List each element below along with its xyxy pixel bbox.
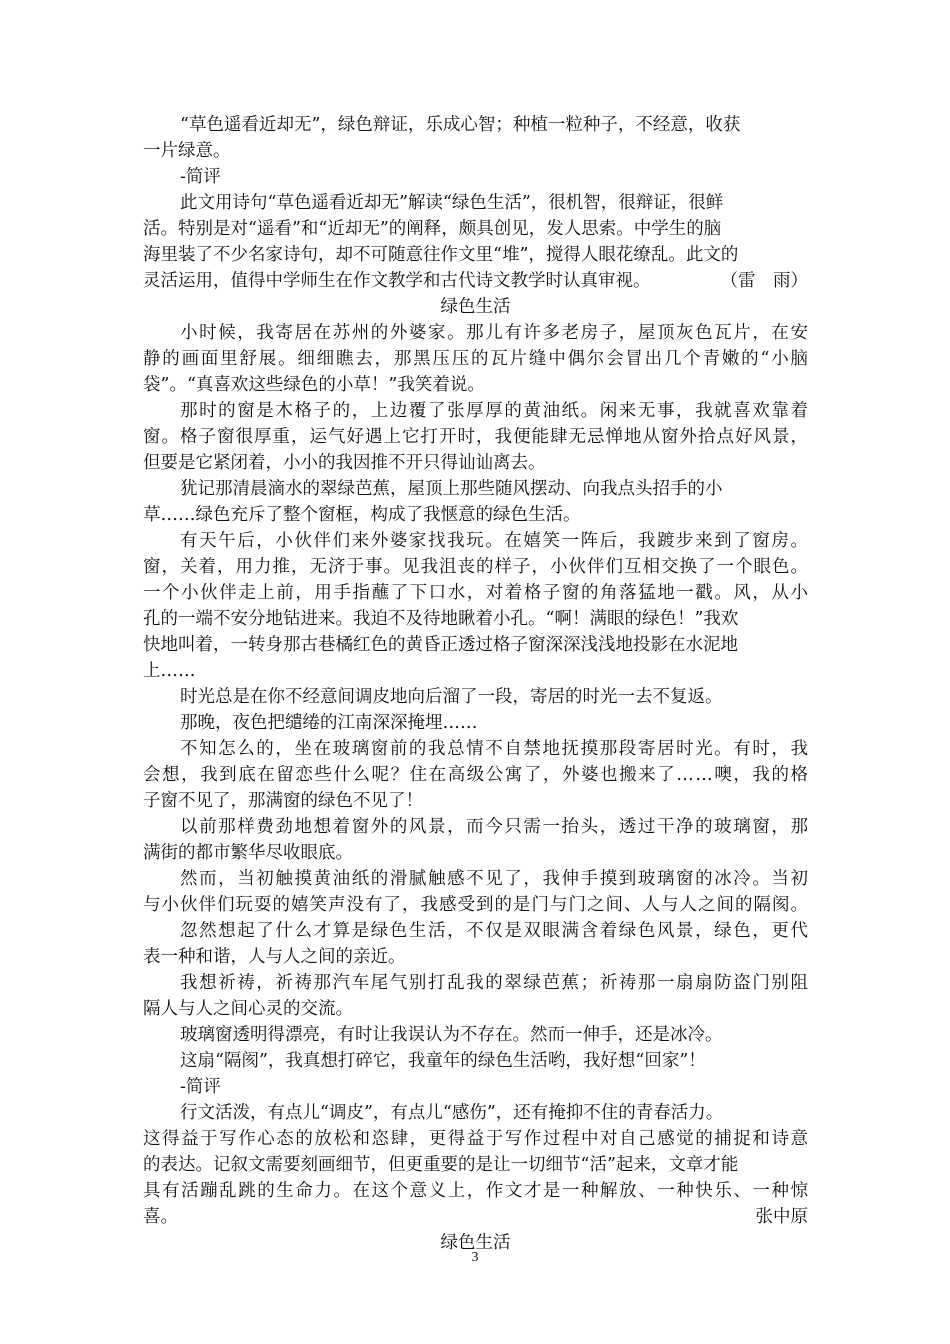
text-line — [143, 866, 808, 892]
line-text: 然而，当初触摸黄油纸的滑腻触感不见了，我伸手摸到玻璃窗的冰冷。当初 — [180, 869, 810, 889]
text-line — [143, 190, 808, 216]
text-line — [143, 164, 808, 190]
line-text: 一个小伙伴走上前，用手指蘸了下口水，对着格子窗的角落猛地一戳。风，从小 — [143, 583, 810, 603]
line-text: 忽然想起了什么才算是绿色生活，不仅是双眼满含着绿色风景，绿色，更代 — [180, 921, 810, 941]
text-line — [143, 1100, 808, 1126]
line-text: 此文用诗句“草色遥看近却无”解读“绿色生活”，很机智，很辩证，很鲜 — [180, 193, 724, 213]
line-text: 有天午后，小伙伴们来外婆家找我玩。在嬉笑一阵后，我踱步来到了窗房。 — [180, 531, 810, 551]
text-line — [143, 138, 808, 164]
text-line — [143, 424, 808, 450]
line-text: 袋”。“真喜欢这些绿色的小草！”我笑着说。 — [143, 375, 485, 395]
text-line — [143, 580, 808, 606]
line-text: “草色遥看近却无”，绿色辩证，乐成心智；种植一粒种子，不经意，收获 — [180, 115, 741, 135]
text-line — [143, 736, 808, 762]
text-line — [143, 320, 808, 346]
line-text: 上…… — [143, 661, 196, 681]
line-text: 那时的窗是木格子的，上边覆了张厚厚的黄油纸。闲来无事，我就喜欢靠着 — [180, 401, 810, 421]
line-text: 绿色生活 — [440, 1233, 511, 1253]
text-line — [143, 1074, 808, 1100]
line-text: 那晚，夜色把缱绻的江南深深掩埋…… — [180, 713, 478, 733]
line-text: 表一种和谐，人与人之间的亲近。 — [143, 947, 406, 967]
text-line — [143, 762, 808, 788]
line-text: 活。特别是对“遥看”和“近却无”的阐释，颇具创见，发人思索。中学生的脑 — [143, 219, 722, 239]
line-text: 喜。 — [143, 1207, 178, 1227]
line-text: 隔人与人之间心灵的交流。 — [143, 999, 353, 1019]
line-text: 窗。格子窗很厚重，运气好遇上它打开时，我便能肆无忌惮地从窗外拾点好风景， — [143, 427, 809, 447]
text-line — [143, 398, 808, 424]
text-line — [143, 606, 808, 632]
line-text: 玻璃窗透明得漂亮，有时让我误认为不存在。然而一伸手，还是冰冷。 — [180, 1025, 723, 1045]
text-line — [143, 268, 808, 294]
line-text: 海里装了不少名家诗句，却不可随意往作文里“堆”，搅得人眼花缭乱。此文的 — [143, 245, 739, 265]
line-text: -简评 — [180, 167, 221, 187]
line-text: 但要是它紧闭着，小小的我因推不开只得讪讪离去。 — [143, 453, 546, 473]
article-body — [143, 112, 808, 1256]
line-text: 孔的一端不安分地钻进来。我迫不及待地瞅着小孔。“啊！满眼的绿色！”我欢 — [143, 609, 739, 629]
text-line — [143, 502, 808, 528]
line-text: 这得益于写作心态的放松和恣肆，更得益于写作过程中对自己感觉的捕捉和诗意 — [143, 1129, 810, 1149]
text-line — [143, 814, 808, 840]
text-line — [143, 450, 808, 476]
text-line — [143, 996, 808, 1022]
line-text: 时光总是在你不经意间调皮地向后溜了一段，寄居的时光一去不复返。 — [180, 687, 723, 707]
text-line — [143, 476, 808, 502]
line-text: 会想，我到底在留恋些什么呢？住在高级公寓了，外婆也搬来了……噢，我的格 — [143, 765, 810, 785]
line-text: 满街的都市繁华尽收眼底。 — [143, 843, 353, 863]
text-line — [143, 242, 808, 268]
line-text: 具有活蹦乱跳的生命力。在这个意义上，作文才是一种解放、一种快乐、一种惊 — [143, 1181, 810, 1201]
text-line — [143, 528, 808, 554]
text-line — [143, 710, 808, 736]
text-line — [143, 216, 808, 242]
line-text: 草……绿色充斥了整个窗框，构成了我惬意的绿色生活。 — [143, 505, 581, 525]
line-text: 小时候，我寄居在苏州的外婆家。那儿有许多老房子，屋顶灰色瓦片，在安 — [180, 323, 810, 343]
text-line — [143, 346, 808, 372]
line-text: 犹记那清晨滴水的翠绿芭蕉，屋顶上那些随风摆动、向我点头招手的小 — [180, 479, 723, 499]
line-text: 窗，关着，用力推，无济于事。见我沮丧的样子，小伙伴们互相交换了一个眼色。 — [143, 557, 809, 577]
author-credit: 张中原 — [755, 1207, 808, 1227]
text-line — [143, 944, 808, 970]
text-line — [143, 658, 808, 684]
line-text: 行文活泼，有点儿“调皮”，有点儿“感伤”，还有掩抑不住的青春活力。 — [180, 1103, 724, 1123]
text-line — [143, 788, 808, 814]
line-text: 我想祈祷，祈祷那汽车尾气别打乱我的翠绿芭蕉；祈祷那一扇扇防盗门别阻 — [180, 973, 810, 993]
text-line — [143, 1178, 808, 1204]
line-text: 子窗不见了，那满窗的绿色不见了！ — [143, 791, 423, 811]
page-number: 3 — [471, 1250, 479, 1265]
line-text: 快地叫着，一转身那古巷橘红色的黄昏正透过格子窗深深浅浅地投影在水泥地 — [143, 635, 738, 655]
text-line — [143, 684, 808, 710]
text-line — [143, 554, 808, 580]
line-text: 灵活运用，值得中学师生在作文教学和古代诗文教学时认真审视。 — [143, 271, 651, 291]
text-line — [143, 1126, 808, 1152]
line-text: 与小伙伴们玩耍的嬉笑声没有了，我感受到的是门与门之间、人与人之间的隔阂。 — [143, 895, 809, 915]
text-line — [143, 892, 808, 918]
text-line — [143, 372, 808, 398]
author-credit: （雷 雨） — [720, 271, 808, 291]
text-line — [143, 918, 808, 944]
line-text: 这扇“隔阂”，我真想打碎它，我童年的绿色生活哟，我好想“回家”！ — [180, 1051, 706, 1071]
line-text: 以前那样费劲地想着窗外的风景，而今只需一抬头，透过干净的玻璃窗，那 — [180, 817, 810, 837]
line-text: 静的画面里舒展。细细瞧去，那黑压压的瓦片缝中偶尔会冒出几个青嫩的“小脑 — [143, 349, 810, 369]
line-text: 的表达。记叙文需要刻画细节，但更重要的是让一切细节“活”起来，文章才能 — [143, 1155, 739, 1175]
line-text: 不知怎么的，坐在玻璃窗前的我总情不自禁地抚摸那段寄居时光。有时，我 — [180, 739, 810, 759]
text-line — [143, 1152, 808, 1178]
line-text: -简评 — [180, 1077, 221, 1097]
text-line — [143, 1204, 808, 1230]
line-text: 绿色生活 — [440, 297, 511, 317]
text-line — [143, 840, 808, 866]
text-line — [143, 970, 808, 996]
text-line — [143, 632, 808, 658]
text-line — [143, 1048, 808, 1074]
text-line — [143, 1022, 808, 1048]
line-text: 一片绿意。 — [143, 141, 231, 161]
section-heading — [143, 294, 808, 320]
text-line — [143, 112, 808, 138]
